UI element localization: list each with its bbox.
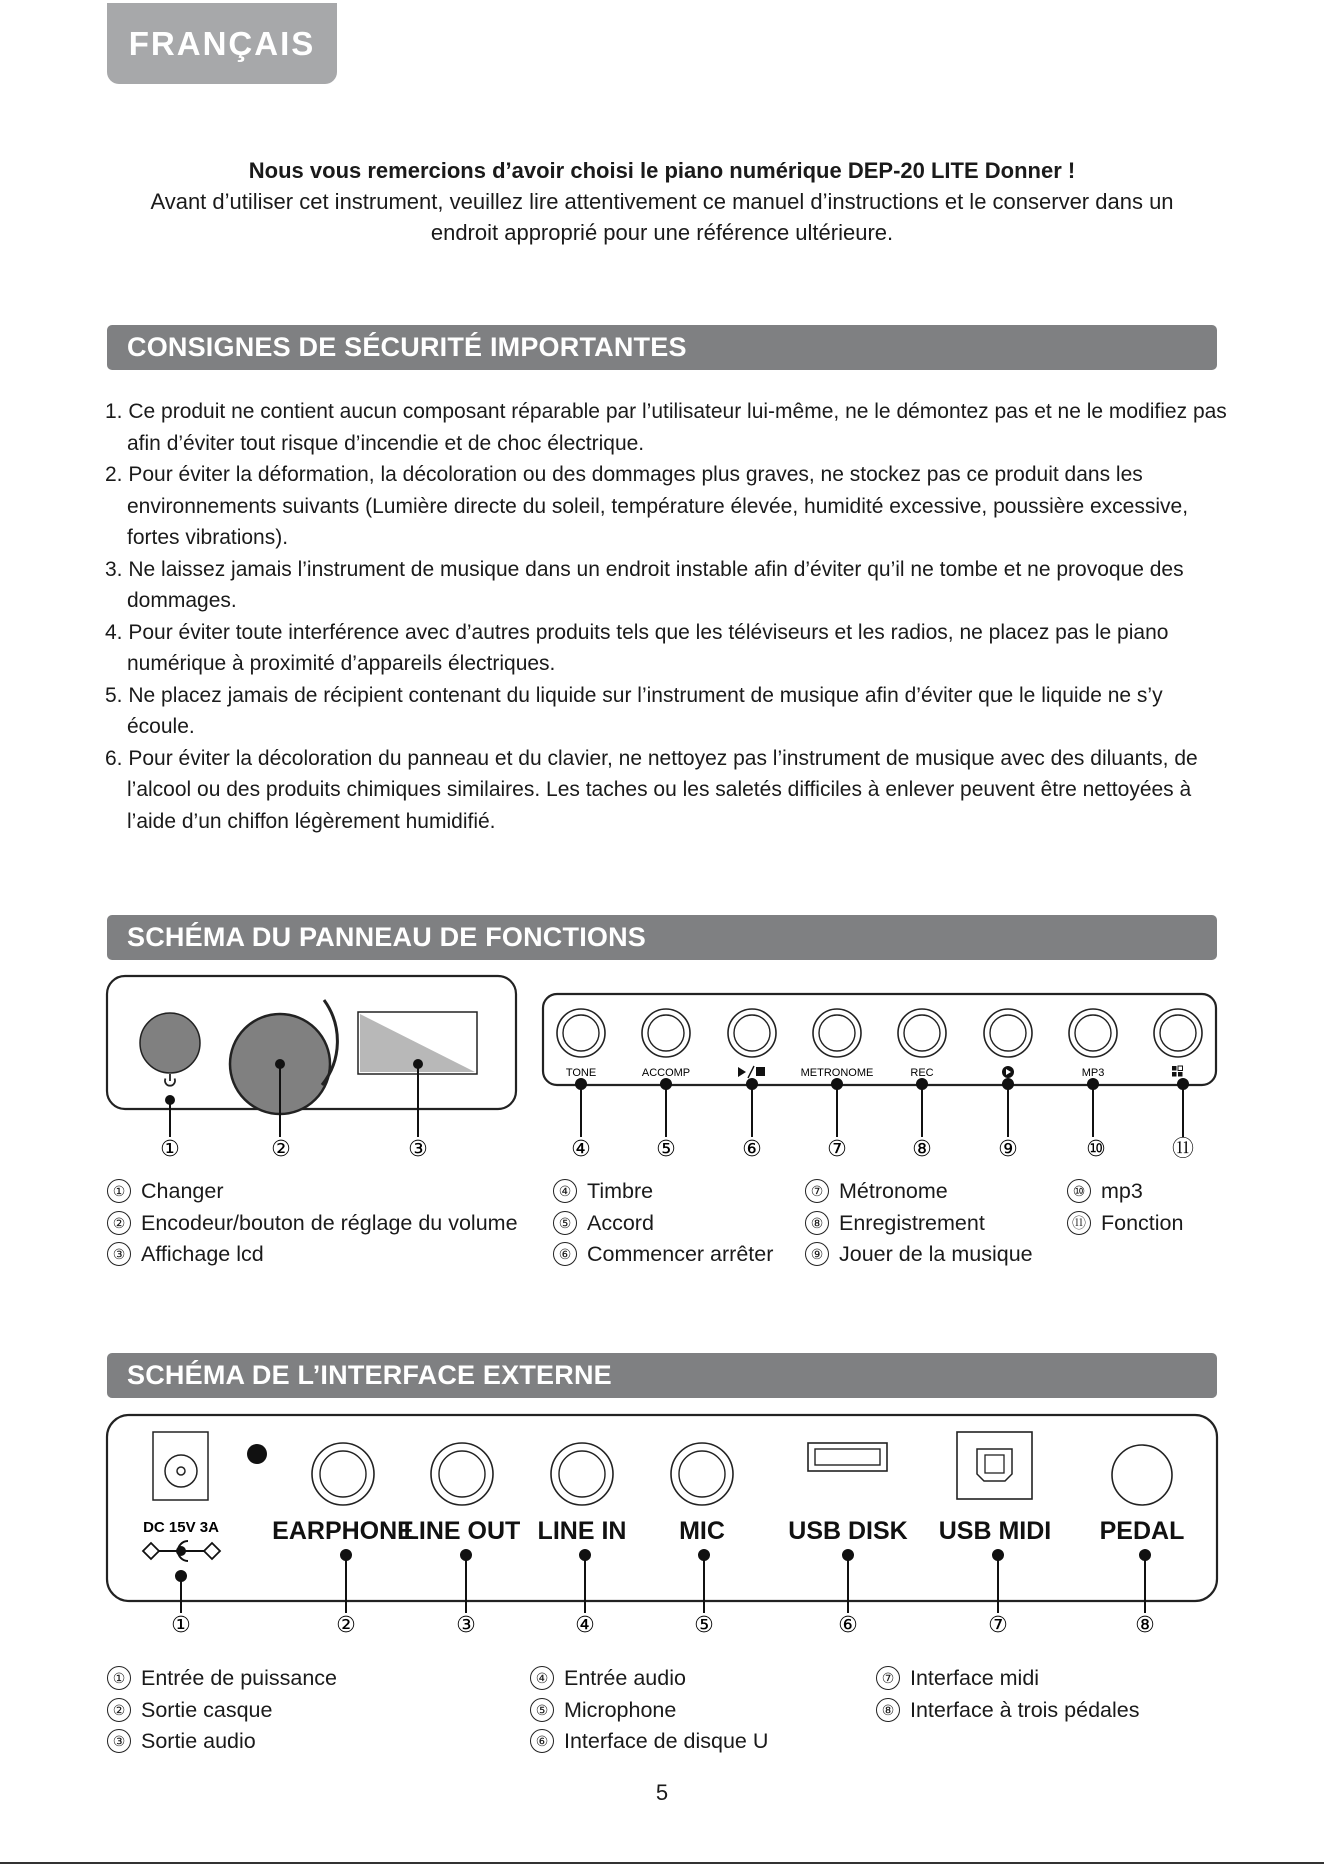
accomp-button[interactable] <box>648 1015 684 1051</box>
dc-label: DC 15V 3A <box>143 1519 219 1536</box>
function-button[interactable] <box>1160 1015 1196 1051</box>
legend-item: ② Encodeur/bouton de réglage du volume <box>107 1208 518 1240</box>
play-stop-icon <box>738 1066 765 1078</box>
control-panel-left <box>107 976 516 1162</box>
ext-callout-1: ① <box>171 1613 191 1638</box>
callout-3: ③ <box>408 1137 428 1162</box>
accomp-label: ACCOMP <box>641 1067 691 1079</box>
callout-8: ⑧ <box>912 1137 932 1162</box>
rec-button[interactable] <box>904 1015 940 1051</box>
control-panel-right <box>543 994 1216 1162</box>
legend-item: ② Sortie casque <box>107 1695 337 1727</box>
metronome-label: METRONOME <box>800 1067 874 1079</box>
language-tab: FRANÇAIS <box>107 3 337 84</box>
safety-item: 1. Ce produit ne contient aucun composant réparable par l’utilisateur lui-même, ne le démontez pas et ne le modifiez pas afin d’éviter tout risque d’incendie et de choc électrique. <box>105 400 1227 455</box>
function-panel-section-title: SCHÉMA DU PANNEAU DE FONCTIONS <box>107 915 1217 960</box>
polarity-icon <box>143 1541 220 1561</box>
legend-item: ⑤ Accord <box>553 1208 773 1240</box>
line-out-label: LINE OUT <box>403 1517 521 1545</box>
ext-callout-5: ⑤ <box>694 1613 714 1638</box>
external-interface-panel <box>107 1415 1217 1638</box>
earphone-jack[interactable] <box>312 1443 374 1505</box>
usb-disk-port[interactable] <box>808 1443 887 1471</box>
ext-callout-2: ② <box>336 1613 356 1638</box>
start-stop-button[interactable] <box>734 1015 770 1051</box>
callout-6: ⑥ <box>742 1137 762 1162</box>
callout-7: ⑦ <box>827 1137 847 1162</box>
callout-11: ⑪ <box>1171 1137 1195 1162</box>
legend-item: ⑥ Interface de disque U <box>530 1726 768 1758</box>
legend-item: ④ Timbre <box>553 1176 773 1208</box>
intro-thanks-text: Nous vous remercions d’avoir choisi le piano numérique DEP-20 LITE Donner ! <box>248 158 1076 183</box>
play-circle-icon <box>1002 1066 1014 1078</box>
safety-item: 2. Pour éviter la déformation, la décoloration ou des dommages plus graves, ne stockez pas ce produit dans les environnements suivants (Lumière directe du soleil, température élevée, humidité excessive, poussière excessive, fortes vibrations). <box>105 463 1189 549</box>
external-legend-col-2 <box>530 1663 768 1758</box>
legend-item: ③ Affichage lcd <box>107 1239 518 1271</box>
callout-4: ④ <box>571 1137 591 1162</box>
tone-button[interactable] <box>563 1015 599 1051</box>
mic-jack[interactable] <box>671 1443 733 1505</box>
callout-1: ① <box>160 1137 180 1162</box>
safety-item: 6. Pour éviter la décoloration du panneau et du clavier, ne nettoyez pas l’instrument de musique avec des diluants, de l’alcool ou des produits chimiques similaires. Les taches ou les saletés difficiles à enlever peuvent être nettoyées à l’aide d’un chiffon légèrement humidifié. <box>105 746 1198 833</box>
line-in-label: LINE IN <box>537 1517 627 1545</box>
external-interface-section-title: SCHÉMA DE L’INTERFACE EXTERNE <box>107 1353 1217 1398</box>
legend-item: ⑥ Commencer arrêter <box>553 1239 773 1271</box>
usb-midi-label: USB MIDI <box>938 1517 1052 1545</box>
function-legend-col-3 <box>805 1176 1033 1271</box>
function-legend-col-4 <box>1067 1176 1183 1239</box>
legend-item: ⑨ Jouer de la musique <box>805 1239 1033 1271</box>
usb-midi-port[interactable] <box>957 1432 1032 1499</box>
external-legend-col-1 <box>107 1663 337 1758</box>
callout-9: ⑨ <box>998 1137 1018 1162</box>
callout-2: ② <box>271 1137 291 1162</box>
usb-disk-label: USB DISK <box>788 1517 908 1545</box>
legend-item: ⑤ Microphone <box>530 1695 768 1727</box>
external-legend-col-3 <box>876 1663 1139 1726</box>
legend-item: ⑩ mp3 <box>1067 1176 1183 1208</box>
legend-item: ① Changer <box>107 1176 518 1208</box>
ext-callout-3: ③ <box>456 1613 476 1638</box>
indicator-dot <box>247 1444 267 1464</box>
pedal-jack[interactable] <box>1112 1445 1172 1505</box>
safety-item: 5. Ne placez jamais de récipient contenant du liquide sur l’instrument de musique afin d’éviter que le liquide ne s’y écoule. <box>105 683 1163 738</box>
ext-callout-8: ⑧ <box>1135 1613 1155 1638</box>
mic-label: MIC <box>679 1517 725 1545</box>
ext-callout-7: ⑦ <box>988 1613 1008 1638</box>
legend-item: ⑪ Fonction <box>1067 1208 1183 1240</box>
legend-item: ⑦ Métronome <box>805 1176 1033 1208</box>
legend-item: ⑧ Enregistrement <box>805 1208 1033 1240</box>
legend-item: ⑧ Interface à trois pédales <box>876 1695 1139 1727</box>
line-in-jack[interactable] <box>551 1443 613 1505</box>
legend-item: ① Entrée de puissance <box>107 1663 337 1695</box>
play-music-button[interactable] <box>990 1015 1026 1051</box>
ext-callout-4: ④ <box>575 1613 595 1638</box>
earphone-label: EARPHONE <box>272 1517 414 1545</box>
function-grid-icon <box>1172 1066 1183 1077</box>
safety-section-title: CONSIGNES DE SÉCURITÉ IMPORTANTES <box>107 325 1217 370</box>
rec-label: REC <box>910 1067 934 1079</box>
dc-jack[interactable] <box>153 1432 208 1500</box>
intro-text: Avant d’utiliser cet instrument, veuillez lire attentivement ce manuel d’instructions et le conserver dans un endroit approprié pour une référence ultérieure. <box>150 189 1174 245</box>
function-legend-col-1 <box>107 1176 518 1271</box>
power-icon <box>165 1074 175 1086</box>
function-legend-col-2 <box>553 1176 773 1271</box>
line-out-jack[interactable] <box>431 1443 493 1505</box>
footer-rule <box>0 1862 1324 1864</box>
power-button[interactable] <box>140 1013 200 1073</box>
tone-label: TONE <box>565 1067 597 1079</box>
legend-item: ⑦ Interface midi <box>876 1663 1139 1695</box>
button-row <box>557 1009 1202 1057</box>
ext-callout-6: ⑥ <box>838 1613 858 1638</box>
safety-item: 4. Pour éviter toute interférence avec d’autres produits tels que les téléviseurs et les radios, ne placez pas le piano numérique à proximité d’appareils électriques. <box>105 620 1169 675</box>
page-number: 5 <box>655 1780 669 1805</box>
callout-10: ⑩ <box>1086 1137 1106 1162</box>
safety-item: 3. Ne laissez jamais l’instrument de musique dans un endroit instable afin d’éviter qu’il ne tombe et ne provoque des dommages. <box>105 557 1184 612</box>
mp3-button[interactable] <box>1075 1015 1111 1051</box>
callout-5: ⑤ <box>656 1137 676 1162</box>
metronome-button[interactable] <box>819 1015 855 1051</box>
legend-item: ④ Entrée audio <box>530 1663 768 1695</box>
pedal-label: PEDAL <box>1099 1517 1185 1545</box>
legend-item: ③ Sortie audio <box>107 1726 337 1758</box>
mp3-label: MP3 <box>1081 1067 1105 1079</box>
